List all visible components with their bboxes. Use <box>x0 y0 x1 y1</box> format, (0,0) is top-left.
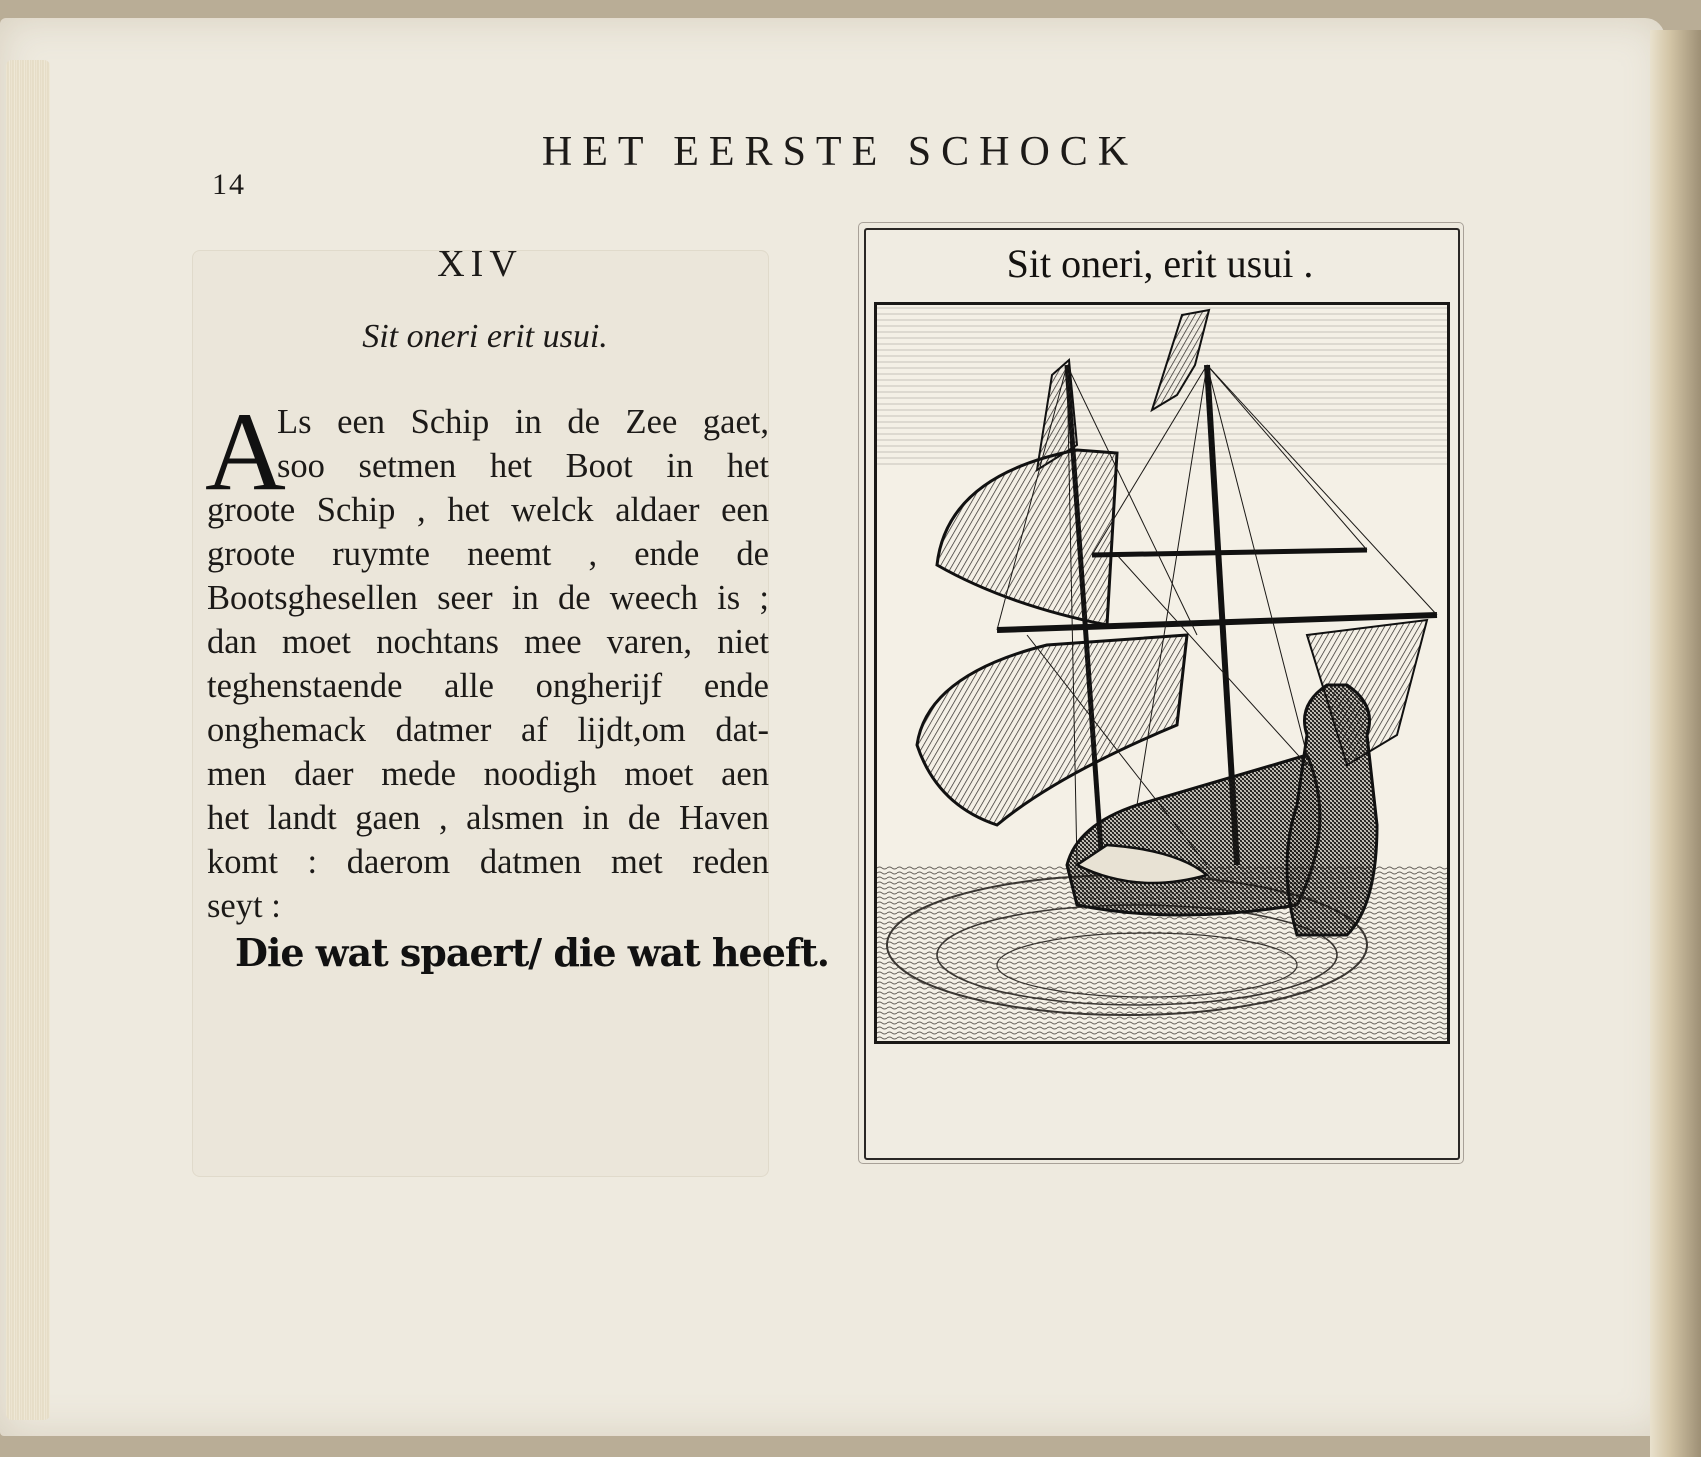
text-line: groote ruymte neemt , ende de <box>207 535 769 573</box>
text-line: teghenstaende alle ongherijf ende <box>207 667 769 705</box>
text-line: seyt : <box>207 887 281 925</box>
page-edges <box>6 60 50 1420</box>
text-line: groote Schip , het welck aldaer een <box>207 491 769 529</box>
emblem-number: XIV <box>437 243 523 285</box>
emblem-text <box>205 390 769 928</box>
book-spine-edge <box>1650 30 1701 1457</box>
plate-motto: Sit oneri, erit usui . <box>1006 241 1314 286</box>
ship-engraving <box>874 302 1450 1044</box>
text-line: het landt gaen , alsmen in de Haven <box>207 799 769 837</box>
text-line: dan moet nochtans mee varen, niet <box>207 623 769 661</box>
text-line: Bootsghesellen seer in de weech is ; <box>207 579 769 617</box>
text-line: soo setmen het Boot in het <box>277 447 769 485</box>
drop-cap: A <box>205 390 286 514</box>
proverb-blackletter: Die wat spaert/ die wat heeft. <box>235 930 829 975</box>
ship-illustration-icon <box>877 305 1447 1041</box>
page-number: 14 <box>212 168 246 201</box>
running-head: HET EERSTE SCHOCK <box>541 129 1139 175</box>
emblem-motto: Sit oneri erit usui. <box>362 318 608 355</box>
text-line: men daer mede noodigh moet aen <box>207 755 769 793</box>
text-line: onghemack datmer af lijdt,om dat- <box>207 711 769 749</box>
text-line: komt : daerom datmen met reden <box>207 843 769 881</box>
text-line: Ls een Schip in de Zee gaet, <box>277 403 769 441</box>
